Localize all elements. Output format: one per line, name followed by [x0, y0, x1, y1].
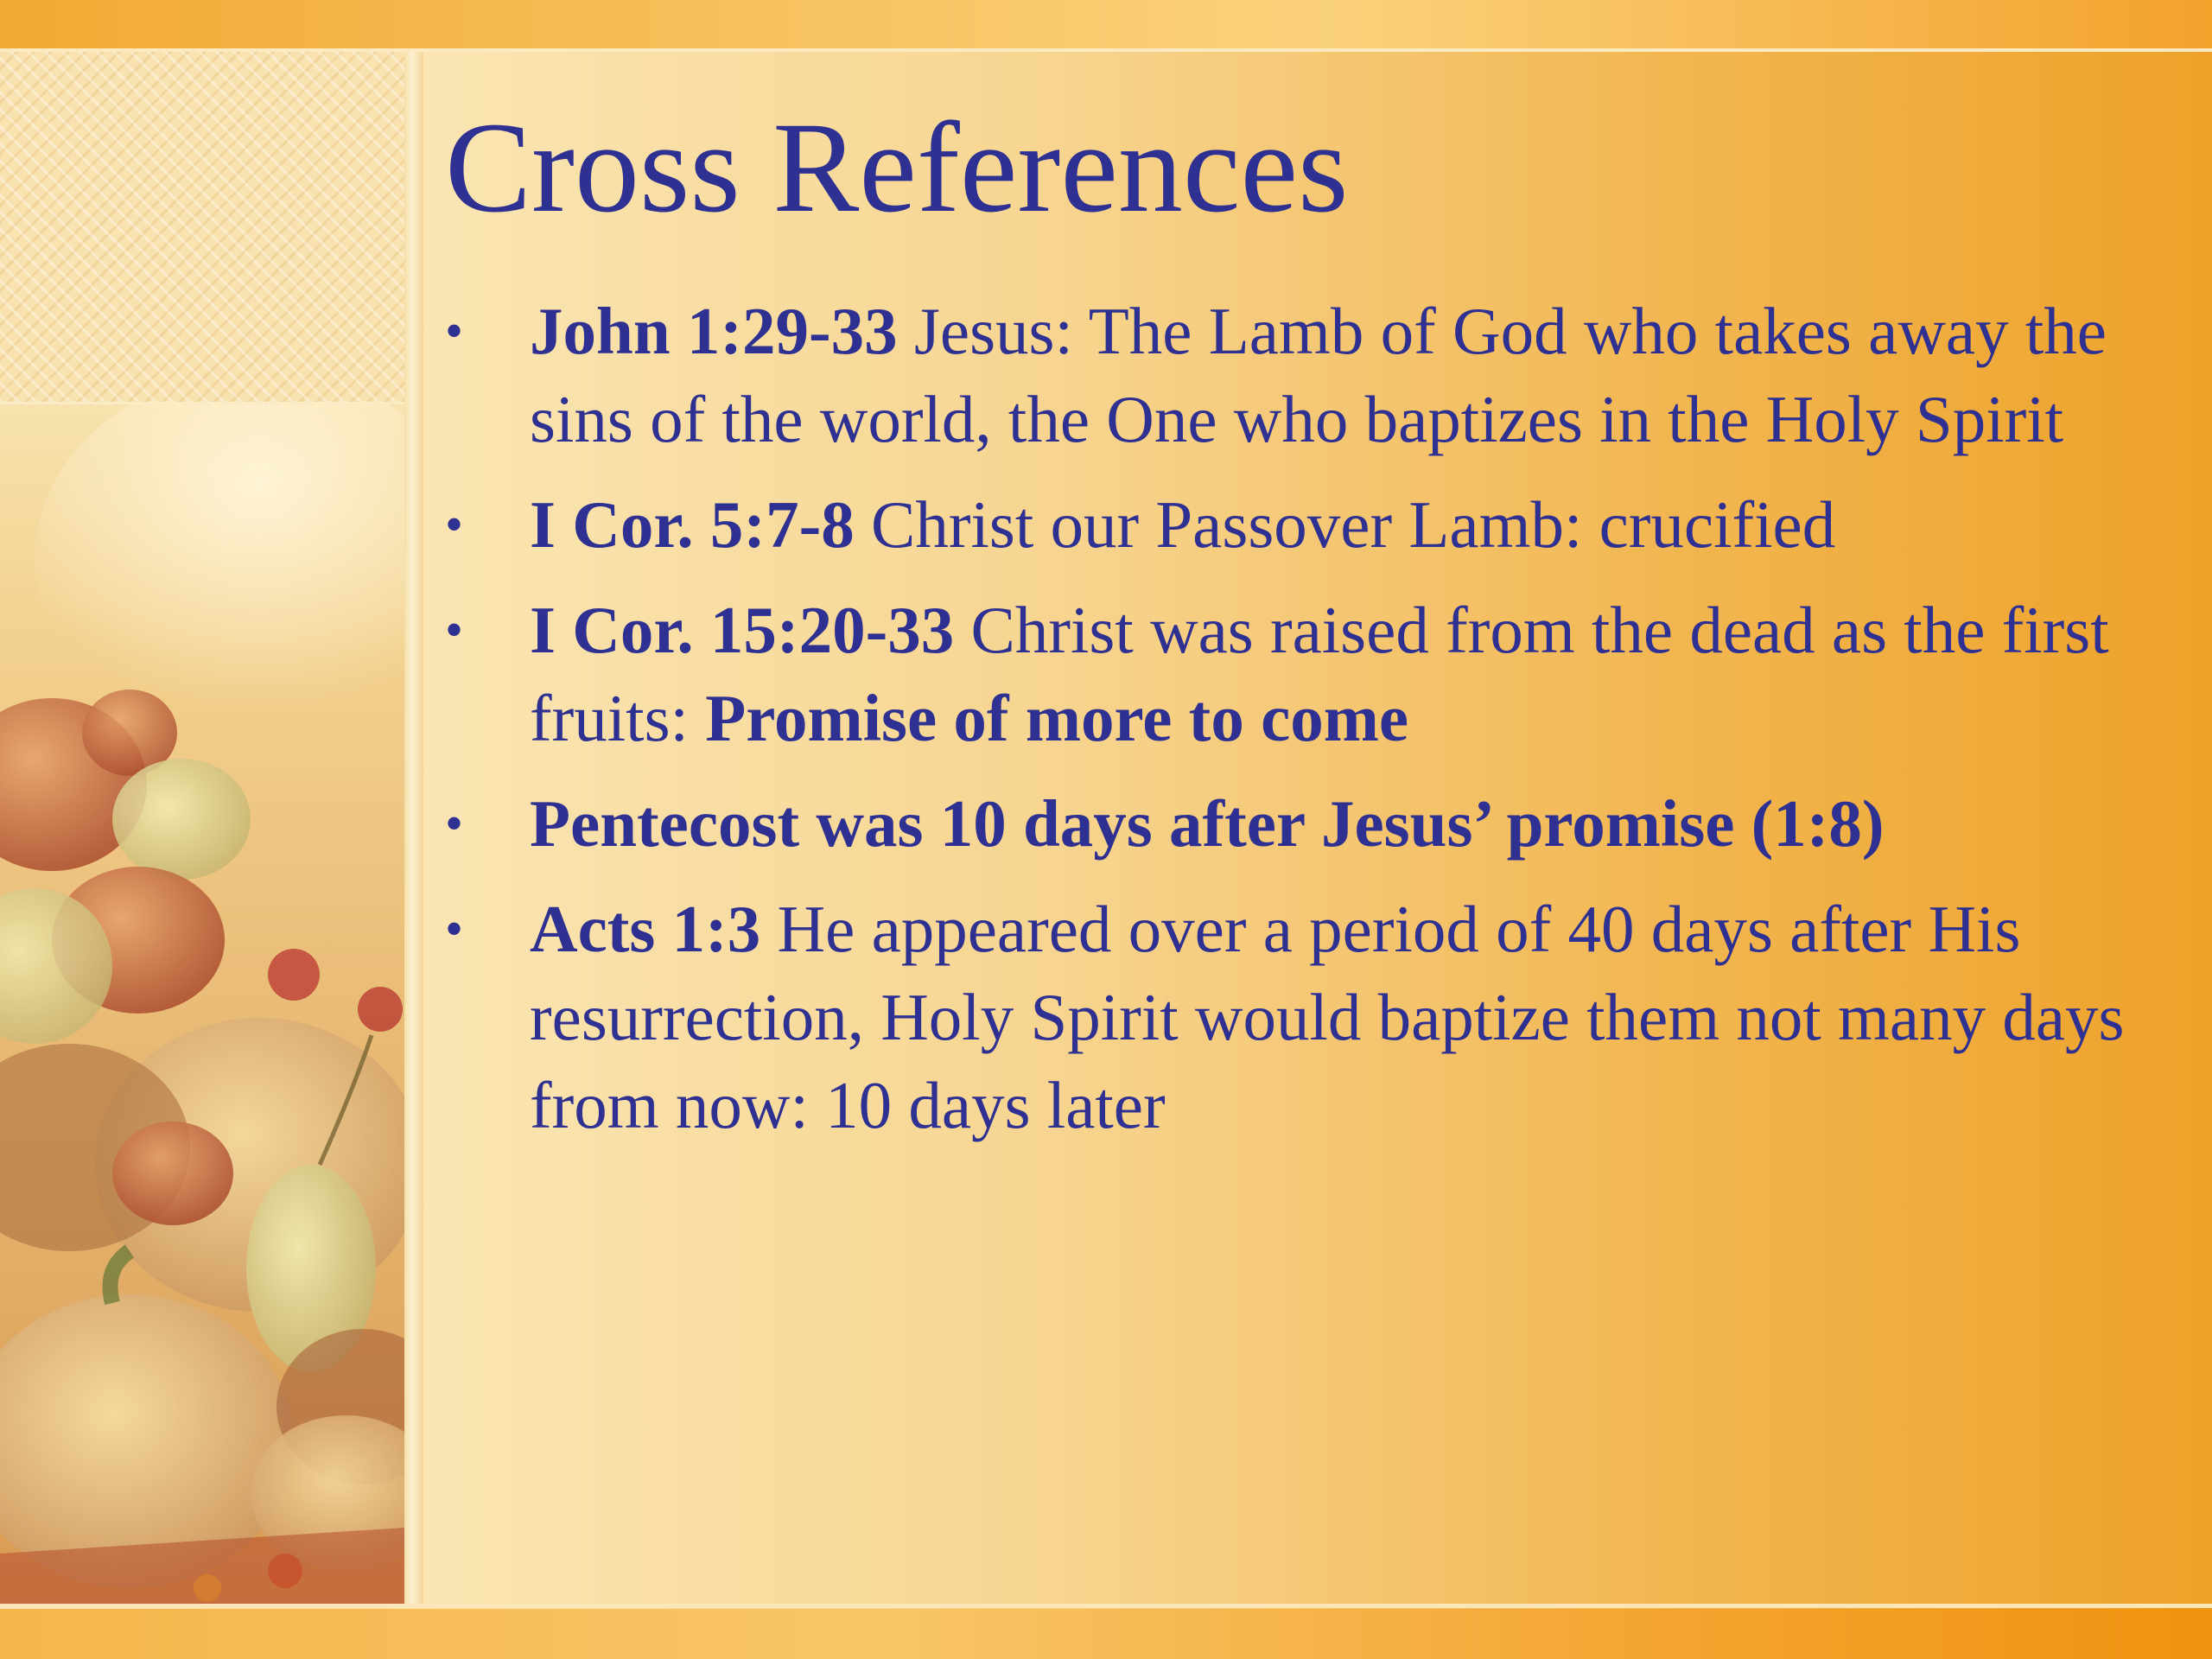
scripture-reference: John 1:29-33: [530, 294, 898, 368]
bullet-item-acts: [445, 885, 2156, 1149]
bullet-bold-statement: Pentecost was 10 days after Jesus’ promise (1:8): [530, 786, 1885, 861]
bottom-divider-line: [0, 1604, 2212, 1608]
bullet-item-john: [445, 287, 2156, 463]
diamond-pattern-tile: [0, 52, 404, 402]
bullet-item-1-cor-5: [445, 480, 2156, 569]
bullet-text: Christ was raised from the dead as the first fruits:: [530, 593, 2109, 755]
bullet-text: Jesus: The Lamb of God who takes away the sins of the world, the One who baptizes in the Holy Spirit: [530, 294, 2107, 456]
side-panel-divider: [404, 52, 423, 1604]
bullet-glyph: •: [445, 496, 464, 553]
bullet-emphasis: Promise of more to come: [705, 681, 1409, 755]
bullet-glyph: •: [445, 601, 464, 658]
bullet-glyph: •: [445, 900, 464, 957]
bottom-banner-bar: [0, 1609, 2212, 1659]
bullet-item-1-cor-15: [445, 586, 2156, 762]
bullet-glyph: •: [445, 302, 464, 359]
top-banner-bar: [0, 0, 2212, 48]
bullet-text: He appeared over a period of 40 days after His resurrection, Holy Spirit would baptize them not many days from now: 10 days later: [530, 892, 2125, 1142]
bullet-item-pentecost: [445, 779, 2156, 868]
harvest-fruit-image: [0, 404, 404, 1604]
bullet-glyph: •: [445, 795, 464, 852]
slide-title: Cross References: [445, 96, 1349, 239]
scripture-reference: I Cor. 15:20-33: [530, 593, 955, 667]
decorative-side-panel: [0, 52, 404, 1604]
bullet-text: Christ our Passover Lamb: crucified: [854, 487, 1836, 562]
scripture-reference: I Cor. 5:7-8: [530, 487, 855, 562]
bullet-list: [445, 287, 2156, 1166]
scripture-reference: Acts 1:3: [530, 892, 761, 966]
